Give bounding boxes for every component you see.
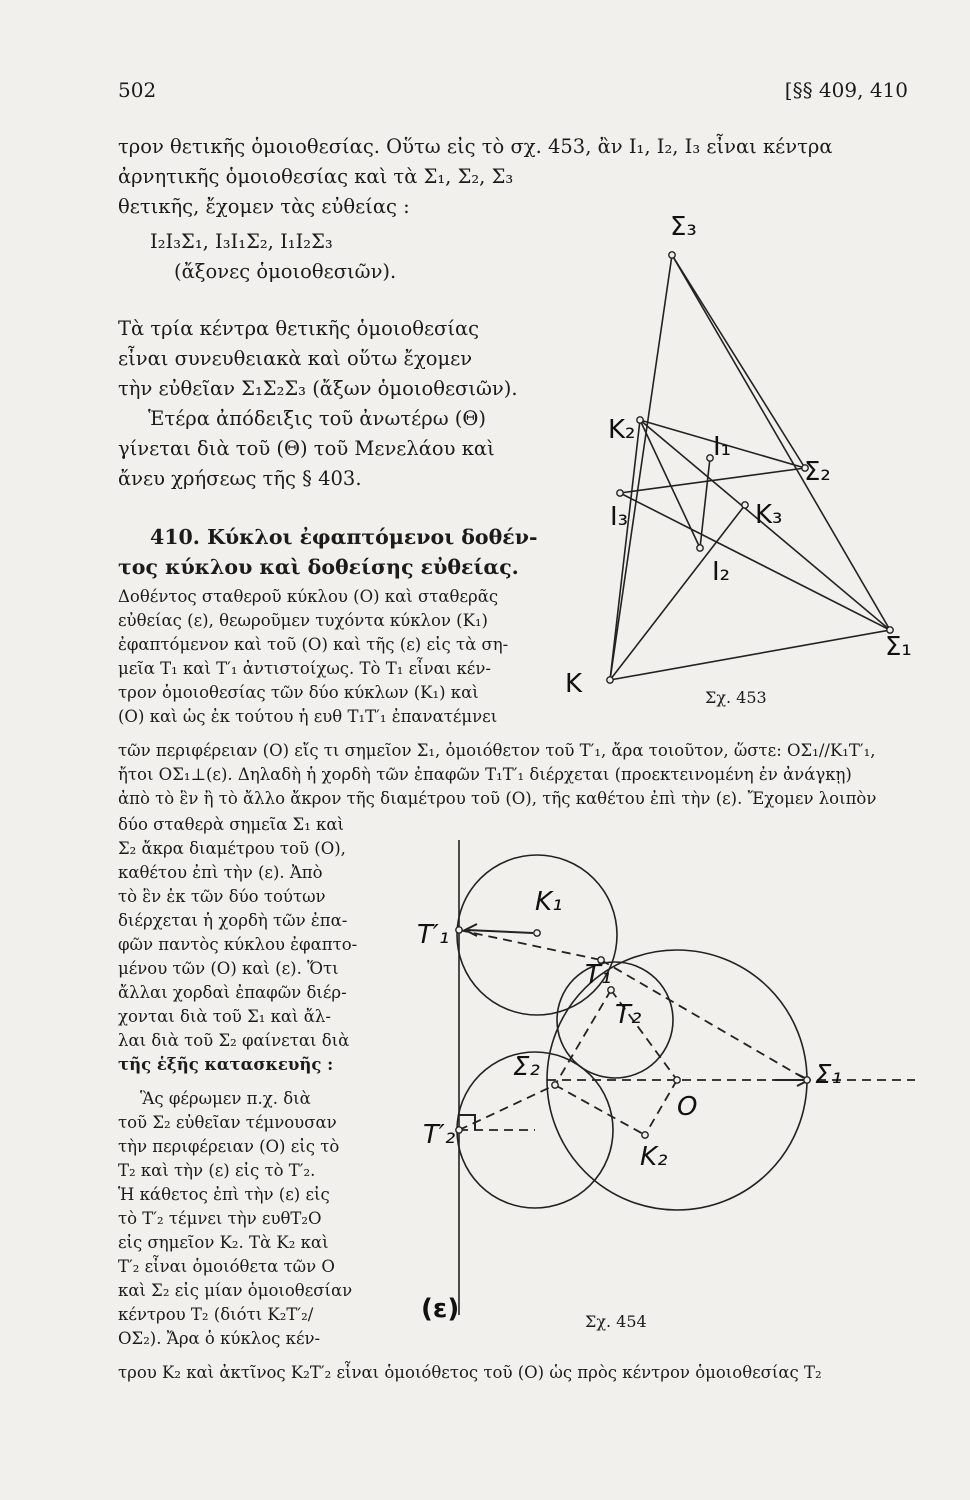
text-line: I₂I₃Σ₁, I₃I₁Σ₂, I₁I₂Σ₃	[150, 230, 333, 253]
text-line: ἄλλαι χορδαὶ ἐπαφῶν διέρ-	[118, 983, 347, 1002]
text-line: ἄνευ χρήσεως τῆς § 403.	[118, 467, 362, 490]
text-line: ἤτοι ΟΣ₁⊥(ε). Δηλαδὴ ἡ χορδὴ τῶν ἐπαφῶν T₁T′₁ διέρχεται (προεκτεινομένη ἐν ἀνάγκῃ)	[118, 765, 852, 784]
text-line: μένου τῶν (Ο) καὶ (ε). Ὅτι	[118, 959, 339, 978]
text-line: τοῦ Σ₂ εὐθεῖαν τέμνουσαν	[118, 1113, 337, 1132]
text-line: κέντρου T₂ (διότι K₂T′₂/	[118, 1305, 314, 1324]
text-line: τρου K₂ καὶ ἀκτῖνος K₂T′₂ εἶναι ὁμοιόθετος τοῦ (Ο) ὡς πρὸς κέντρον ὁμοιοθεσίας T₂	[118, 1363, 822, 1382]
text-line: (ἄξονες ὁμοιοθεσιῶν).	[174, 260, 397, 283]
text-line: διέρχεται ἡ χορδὴ τῶν ἐπα-	[118, 911, 348, 930]
text-line: τῆς ἑξῆς κατασκευῆς :	[118, 1055, 334, 1074]
text-line: τρον ὁμοιοθεσίας τῶν δύο κύκλων (K₁) καὶ	[118, 683, 479, 702]
text-line: τὸ T′₂ τέμνει τὴν ευθT₂Ο	[118, 1209, 322, 1228]
label-sigma2: Σ₂	[804, 457, 831, 487]
text-line: T′₂ εἶναι ὁμοιόθετα τῶν Ο	[118, 1257, 335, 1276]
text-line: Τὰ τρία κέντρα θετικῆς ὁμοιοθεσίας	[118, 317, 480, 340]
text-line: ἐφαπτόμενον καὶ τοῦ (Ο) καὶ τῆς (ε) εἰς τὰ ση-	[118, 635, 509, 654]
label-t2-prime: T′₂	[423, 1120, 456, 1150]
label-k2: K₂	[608, 415, 636, 445]
text-line: δύο σταθερὰ σημεῖα Σ₁ καὶ	[118, 815, 344, 834]
label-t1-prime: T′₁	[417, 920, 450, 950]
label-t1: T₁	[585, 960, 612, 990]
label-sigma3: Σ₃	[670, 212, 697, 242]
label-o: O	[677, 1092, 698, 1122]
page-number: 502	[118, 78, 157, 102]
text-line: τρον θετικῆς ὁμοιοθεσίας. Οὕτω εἰς τὸ σχ. 453, ἂν I₁, I₂, I₃ εἶναι κέντρα	[118, 135, 833, 158]
text-line: εὐθείας (ε), θεωροῦμεν τυχόντα κύκλον (K₁)	[118, 611, 488, 630]
figure-454-caption: Σχ. 454	[585, 1312, 647, 1331]
label-sigma1: Σ₁	[885, 632, 912, 662]
text-line: μεῖα T₁ καὶ T′₁ ἀντιστοίχως. Τὸ T₁ εἶναι κέν-	[118, 659, 491, 678]
label-sigma1: Σ₁	[815, 1060, 842, 1090]
text-line: ἀρνητικῆς ὁμοιοθεσίας καὶ τὰ Σ₁, Σ₂, Σ₃	[118, 165, 514, 188]
figure-454	[415, 835, 925, 1340]
label-epsilon: (ε)	[421, 1294, 460, 1324]
label-i2: I₂	[712, 557, 731, 587]
text-line: εἶναι συνευθειακὰ καὶ οὕτω ἔχομεν	[118, 347, 473, 370]
label-sigma2: Σ₂	[513, 1052, 540, 1082]
section-heading: 410. Κύκλοι ἐφαπτόμενοι δοθέν-	[150, 525, 538, 549]
label-k: K	[565, 669, 583, 699]
text-line: τὸ ἓν ἐκ τῶν δύο τούτων	[118, 887, 326, 906]
text-line: Ἡ κάθετος ἐπὶ τὴν (ε) εἰς	[118, 1185, 330, 1204]
section-heading: τος κύκλου καὶ δοθείσης εὐθείας.	[118, 555, 519, 579]
text-line: εἰς σημεῖον K₂. Τὰ K₂ καὶ	[118, 1233, 329, 1252]
figure-453	[560, 200, 930, 720]
text-line: τὴν εὐθεῖαν Σ₁Σ₂Σ₃ (ἄξων ὁμοιοθεσιῶν).	[118, 377, 518, 400]
text-line: γίνεται διὰ τοῦ (Θ) τοῦ Μενελάου καὶ	[118, 437, 495, 460]
label-t2: T₂	[615, 1000, 642, 1030]
text-line: T₂ καὶ τὴν (ε) εἰς τὸ T′₂.	[118, 1161, 316, 1180]
label-k3: K₃	[755, 500, 783, 530]
text-line: καὶ Σ₂ εἰς μίαν ὁμοιοθεσίαν	[118, 1281, 353, 1300]
text-line: λαι διὰ τοῦ Σ₂ φαίνεται διὰ	[118, 1031, 350, 1050]
label-i1: I₁	[713, 432, 732, 462]
text-line: φῶν παντὸς κύκλου ἐφαπτο-	[118, 935, 358, 954]
text-line: θετικῆς, ἔχομεν τὰς εὐθείας :	[118, 195, 410, 218]
text-line: (Ο) καὶ ὡς ἐκ τούτου ἡ ευθ T₁T′₁ ἐπανατέμνει	[118, 707, 498, 726]
text-line: Ἃς φέρωμεν π.χ. διὰ	[140, 1089, 311, 1108]
section-reference: [§§ 409, 410	[784, 78, 908, 102]
text-line: Δοθέντος σταθεροῦ κύκλου (Ο) καὶ σταθερᾶς	[118, 587, 499, 606]
label-k1: K₁	[535, 887, 563, 917]
text-line: χονται διὰ τοῦ Σ₁ καὶ ἄλ-	[118, 1007, 331, 1026]
text-line: Ἑτέρα ἀπόδειξις τοῦ ἀνωτέρω (Θ)	[148, 407, 487, 430]
text-line: Σ₂ ἄκρα διαμέτρου τοῦ (Ο),	[118, 839, 346, 858]
label-k2: K₂	[640, 1142, 668, 1172]
text-line: τὴν περιφέρειαν (Ο) εἰς τὸ	[118, 1137, 340, 1156]
text-line: τῶν περιφέρειαν (Ο) εἴς τι σημεῖον Σ₁, ὁμοιόθετον τοῦ T′₁, ἄρα τοιοῦτον, ὥστε: ΟΣ₁//K₁T′₁,	[118, 741, 876, 760]
label-i3: I₃	[610, 502, 629, 532]
text-line: καθέτου ἐπὶ τὴν (ε). Ἀπὸ	[118, 863, 323, 882]
text-line: ἀπὸ τὸ ἓν ἢ τὸ ἄλλο ἄκρον τῆς διαμέτρου τοῦ (Ο), τῆς καθέτου ἐπὶ τὴν (ε). Ἔχομεν λοιπὸν	[118, 789, 877, 808]
text-line: ΟΣ₂). Ἄρα ὁ κύκλος κέν-	[118, 1329, 321, 1348]
figure-453-caption: Σχ. 453	[705, 688, 767, 707]
